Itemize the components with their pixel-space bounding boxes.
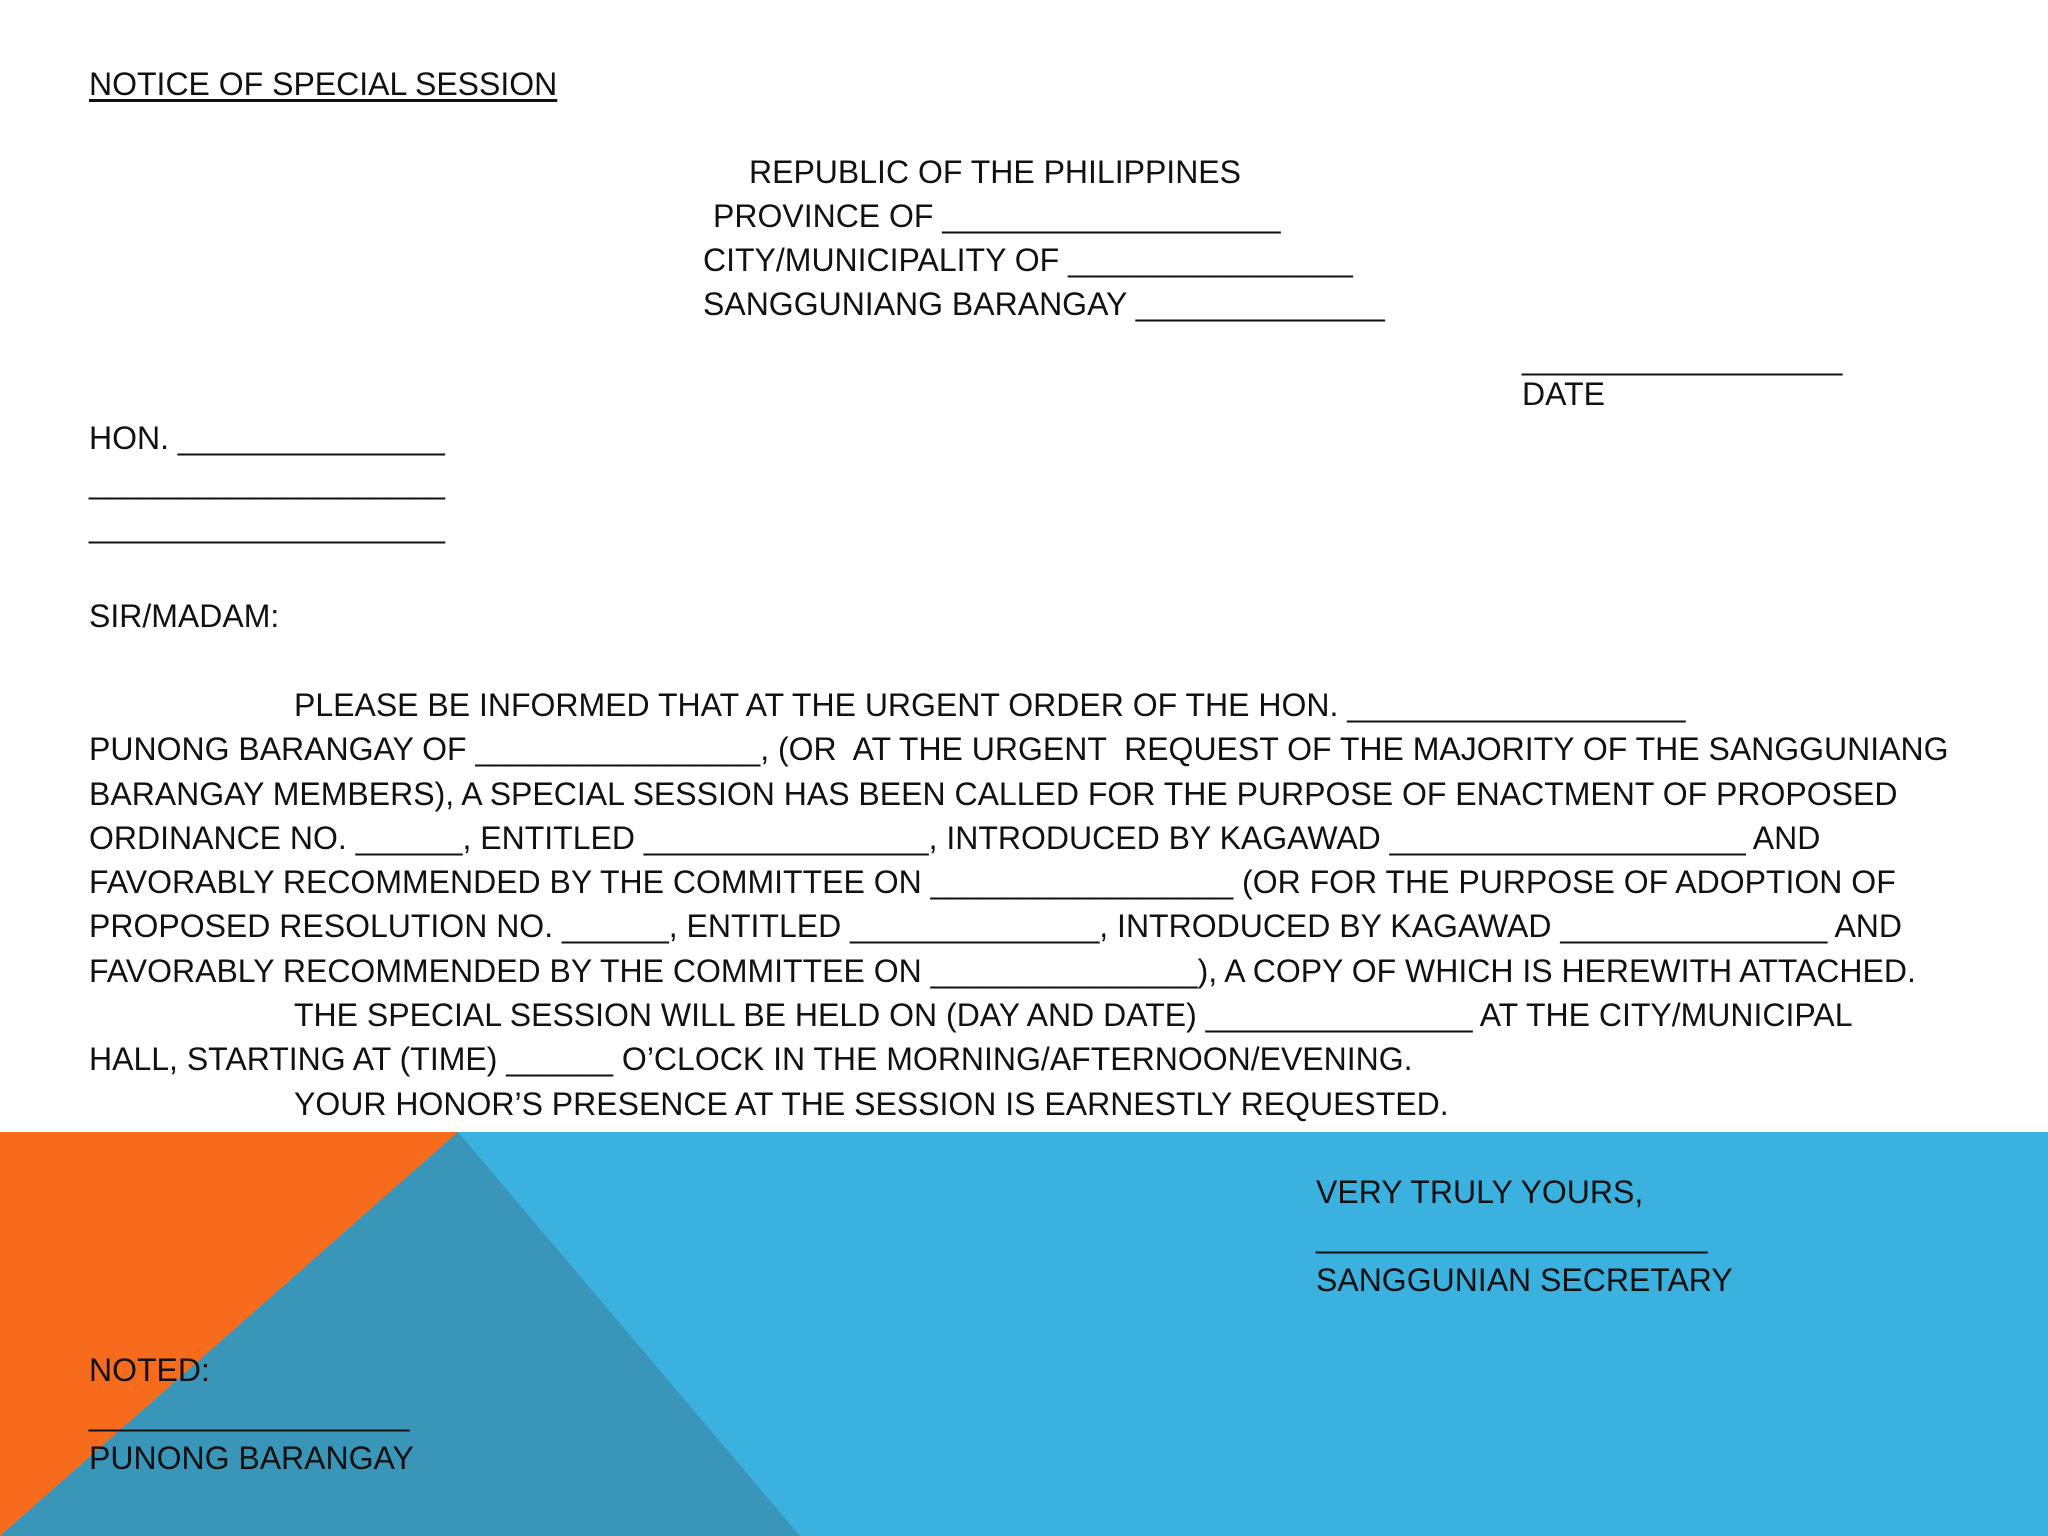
header-province: PROVINCE OF ___________________ [713,198,1281,234]
body-line: HALL, STARTING AT (TIME) ______ O’CLOCK IN THE MORNING/AFTERNOON/EVENING. [89,1041,1413,1078]
body-line: PROPOSED RESOLUTION NO. ______, ENTITLED ______________, INTRODUCED BY KAGAWAD _______________ AND [89,908,1902,945]
addressee-line-3: ____________________ [89,508,445,544]
closing-signature-line: ______________________ [1316,1218,1708,1254]
body-line: THE SPECIAL SESSION WILL BE HELD ON (DAY AND DATE) _______________ AT THE CITY/MUNICIPAL [294,997,1853,1034]
body-line: FAVORABLY RECOMMENDED BY THE COMMITTEE ON _______________), A COPY OF WHICH IS HEREWITH ATTACHED. [89,952,1916,989]
addressee-line-2: ____________________ [89,464,445,500]
body-line: PLEASE BE INFORMED THAT AT THE URGENT ORDER OF THE HON. ___________________ [294,687,1686,723]
header-sanggunian: SANGGUNIANG BARANGAY ______________ [703,286,1385,322]
closing-valediction: VERY TRULY YOURS, [1316,1174,1644,1210]
closing-signatory: SANGGUNIAN SECRETARY [1316,1262,1733,1298]
notice-body [89,683,1989,1126]
noted-label: NOTED: [89,1352,210,1388]
body-line: FAVORABLY RECOMMENDED BY THE COMMITTEE ON _________________ (OR FOR THE PURPOSE OF ADOPTION OF [89,864,1896,901]
noted-signatory: PUNONG BARANGAY [89,1440,414,1476]
addressee-hon: HON. _______________ [89,420,445,456]
notice-title: NOTICE OF SPECIAL SESSION [89,66,558,102]
body-line: PUNONG BARANGAY OF ________________, (OR AT THE URGENT REQUEST OF THE MAJORITY OF THE SANGGUNIANG [89,731,1949,768]
noted-signature-line: __________________ [89,1396,410,1432]
body-line: YOUR HONOR’S PRESENCE AT THE SESSION IS EARNESTLY REQUESTED. [294,1085,1449,1122]
body-line: ORDINANCE NO. ______, ENTITLED ________________, INTRODUCED BY KAGAWAD ____________________ AND [89,819,1821,856]
salutation: SIR/MADAM: [89,598,280,634]
date-label: DATE [1522,376,1605,412]
body-line: BARANGAY MEMBERS), A SPECIAL SESSION HAS BEEN CALLED FOR THE PURPOSE OF ENACTMENT OF PROPOSED [89,775,1898,812]
header-republic: REPUBLIC OF THE PHILIPPINES [749,154,1241,190]
header-city: CITY/MUNICIPALITY OF ________________ [703,242,1353,278]
date-line: __________________ [1522,340,1843,376]
